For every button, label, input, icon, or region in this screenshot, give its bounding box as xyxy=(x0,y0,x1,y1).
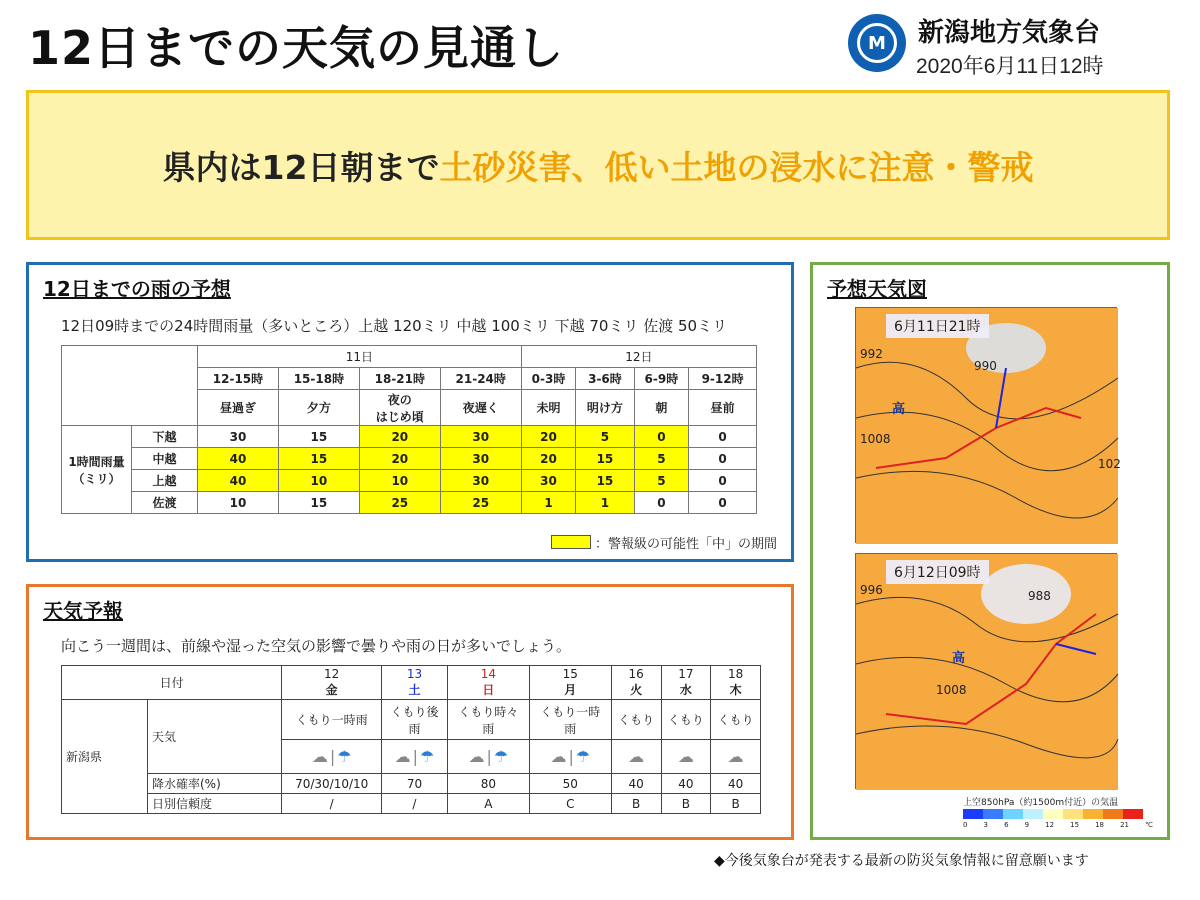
rain-cell: 5 xyxy=(576,426,634,448)
scale-tick: 3 xyxy=(983,821,988,829)
map-panel-title: 予想天気図 xyxy=(827,277,927,301)
rain-period-6: 6-9時 xyxy=(634,368,689,390)
rain-period-name-4: 未明 xyxy=(521,390,576,426)
map1-pressure-0: 992 xyxy=(860,347,883,361)
fc-icon-cell-6 xyxy=(711,740,761,774)
fc-rel-row xyxy=(62,794,761,814)
fc-date-6: 18 木 xyxy=(711,666,761,700)
map1-pressure-3: 102 xyxy=(1098,457,1121,471)
fc-date-1: 13 土 xyxy=(382,666,448,700)
weather-map-panel xyxy=(810,262,1170,840)
rain-day-row xyxy=(62,346,757,368)
map2-pressure-2: 1008 xyxy=(936,683,967,697)
scale-tick: 9 xyxy=(1024,821,1030,829)
fc-icon-cell-3: ☁ | ☂ xyxy=(529,740,611,774)
scale-swatch xyxy=(983,809,1003,819)
issued-time: 2020年6月11日12時 xyxy=(916,55,1104,78)
fc-pop-6: 40 xyxy=(711,774,761,794)
scale-swatch xyxy=(1103,809,1123,819)
rain-period-name-5: 明け方 xyxy=(576,390,634,426)
rain-period-4: 0-3時 xyxy=(521,368,576,390)
rain-cell: 5 xyxy=(634,470,689,492)
rain-cell: 0 xyxy=(689,470,757,492)
fc-icon-cell-1: ☁ | ☂ xyxy=(382,740,448,774)
fc-date-4: 16 火 xyxy=(611,666,661,700)
rain-cell: 30 xyxy=(440,470,521,492)
fc-icon-cell-5 xyxy=(661,740,711,774)
weekly-forecast-panel xyxy=(26,584,794,840)
rain-cell: 15 xyxy=(278,426,359,448)
rain-period-7: 9-12時 xyxy=(689,368,757,390)
fc-date-2: 14 日 xyxy=(447,666,529,700)
rain-period-2: 18-21時 xyxy=(359,368,440,390)
umbrella-icon: ☂ xyxy=(419,747,435,766)
weather-map-1 xyxy=(855,307,1121,543)
map2-pressure-1: 988 xyxy=(1028,589,1051,603)
rain-period-name-1: 夕方 xyxy=(278,390,359,426)
scale-tick: 15 xyxy=(1070,821,1080,829)
rain-cell: 15 xyxy=(576,470,634,492)
fc-pop-5: 40 xyxy=(661,774,711,794)
temperature-scale xyxy=(963,809,1143,819)
fc-weather-text-6: くもり xyxy=(711,700,761,740)
rain-period-name-2: 夜の はじめ頃 xyxy=(359,390,440,426)
office-name: 新潟地方気象台 xyxy=(918,18,1101,48)
cloud-icon: ☁ xyxy=(468,747,485,766)
fc-weather-text-5: くもり xyxy=(661,700,711,740)
rain-cell: 15 xyxy=(278,492,359,514)
fc-pop-label: 降水確率(%) xyxy=(148,774,282,794)
fc-rel-label: 日別信頼度 xyxy=(148,794,282,814)
rain-period-1: 15-18時 xyxy=(278,368,359,390)
scale-tick: 21 xyxy=(1120,821,1129,829)
rain-period-5: 3-6時 xyxy=(576,368,634,390)
scale-swatch xyxy=(1083,809,1103,819)
map1-label: 6月11日21時 xyxy=(886,314,989,338)
rain-corner-cell xyxy=(62,346,198,426)
warning-banner xyxy=(26,90,1170,240)
rain-cell: 0 xyxy=(634,426,689,448)
page-title: 12日までの天気の見通し xyxy=(28,21,565,75)
fc-rel-6: B xyxy=(711,794,761,814)
rain-day-12: 12日 xyxy=(521,346,756,368)
rain-cell: 15 xyxy=(576,448,634,470)
rain-panel-title: 12日までの雨の予想 xyxy=(43,277,231,301)
fc-pop-4: 40 xyxy=(611,774,661,794)
forecast-note: 向こう一週間は、前線や湿った空気の影響で曇りや雨の日が多いでしょう。 xyxy=(61,637,572,655)
fc-icon-cell-0: ☁ | ☂ xyxy=(282,740,382,774)
rain-cell: 15 xyxy=(278,448,359,470)
jma-logo-icon: M xyxy=(848,14,906,72)
cloud-icon: ☁ xyxy=(394,747,411,766)
rain-day-11: 11日 xyxy=(198,346,522,368)
rain-cell: 20 xyxy=(359,448,440,470)
rain-row-2 xyxy=(62,470,757,492)
scale-swatch xyxy=(1043,809,1063,819)
rain-cell: 20 xyxy=(521,426,576,448)
rain-cell: 0 xyxy=(689,448,757,470)
rain-area-0: 下越 xyxy=(132,426,198,448)
umbrella-icon: ☂ xyxy=(493,747,509,766)
forecast-panel-title: 天気予報 xyxy=(43,599,123,623)
scale-tick: 6 xyxy=(1004,821,1009,829)
rain-period-name-3: 夜遅く xyxy=(440,390,521,426)
fc-pop-3: 50 xyxy=(529,774,611,794)
rain-cell: 10 xyxy=(198,492,279,514)
fc-weather-text-0: くもり一時雨 xyxy=(282,700,382,740)
fc-weather-text-1: くもり後 雨 xyxy=(382,700,448,740)
fc-rel-5: B xyxy=(661,794,711,814)
rain-period-name-0: 昼過ぎ xyxy=(198,390,279,426)
cloud-icon: ☁ xyxy=(311,747,328,766)
fc-rel-0: / xyxy=(282,794,382,814)
forecast-table xyxy=(61,665,761,814)
map1-pressure-1: 990 xyxy=(974,359,997,373)
fc-weather-text-4: くもり xyxy=(611,700,661,740)
rain-row-1 xyxy=(62,448,757,470)
rain-cell: 5 xyxy=(634,448,689,470)
rain-cell: 0 xyxy=(634,492,689,514)
scale-title: 上空850hPa（約1500m付近）の気温 xyxy=(963,798,1119,808)
fc-pop-1: 70 xyxy=(382,774,448,794)
rain-row-0 xyxy=(62,426,757,448)
fc-date-3: 15 月 xyxy=(529,666,611,700)
legend-swatch xyxy=(551,535,591,549)
fc-icon-cell-4 xyxy=(611,740,661,774)
rain-period-name-7: 昼前 xyxy=(689,390,757,426)
fc-weather-text-3: くもり一時 雨 xyxy=(529,700,611,740)
rain-cell: 10 xyxy=(359,470,440,492)
rain-cell: 0 xyxy=(689,492,757,514)
rain-table xyxy=(61,345,757,514)
fc-rel-1: / xyxy=(382,794,448,814)
scale-tick: 18 xyxy=(1095,821,1105,829)
fc-pop-2: 80 xyxy=(447,774,529,794)
fc-rel-3: C xyxy=(529,794,611,814)
fc-date-5: 17 水 xyxy=(661,666,711,700)
scale-tick: 0 xyxy=(963,821,968,829)
scale-tick: 12 xyxy=(1045,821,1055,829)
weather-map-2 xyxy=(855,553,1117,789)
rain-cell: 30 xyxy=(440,426,521,448)
map2-high-mark: 高 xyxy=(952,651,966,666)
fc-region: 新潟県 xyxy=(62,700,148,814)
rain-cell: 10 xyxy=(278,470,359,492)
rain-cell: 30 xyxy=(198,426,279,448)
cloud-icon: ☁ xyxy=(628,747,645,766)
rain-area-3: 佐渡 xyxy=(132,492,198,514)
map1-high-mark: 高 xyxy=(892,402,906,417)
fc-date-0: 12 金 xyxy=(282,666,382,700)
rain-cell: 20 xyxy=(359,426,440,448)
rain-period-0: 12-15時 xyxy=(198,368,279,390)
rain-period-name-6: 朝 xyxy=(634,390,689,426)
rain-cell: 30 xyxy=(521,470,576,492)
rain-area-2: 上越 xyxy=(132,470,198,492)
rain-row-header: 1時間雨量 （ミリ） xyxy=(62,426,132,514)
map2-label: 6月12日09時 xyxy=(886,560,989,584)
rain-cell: 25 xyxy=(440,492,521,514)
cloud-icon: ☁ xyxy=(727,747,744,766)
rain-period-3: 21-24時 xyxy=(440,368,521,390)
fc-weather-label: 天気 xyxy=(148,700,282,774)
fc-weather-text-2: くもり時々 雨 xyxy=(447,700,529,740)
cloud-icon: ☁ xyxy=(677,747,694,766)
scale-tick: ℃ xyxy=(1145,821,1153,829)
umbrella-icon: ☂ xyxy=(575,747,591,766)
temperature-scale-ticks xyxy=(963,821,1153,829)
rain-cell: 40 xyxy=(198,470,279,492)
banner-prefix: 県内は12日朝まで xyxy=(162,147,440,187)
scale-swatch xyxy=(963,809,983,819)
footer-note: ◆今後気象台が発表する最新の防災気象情報に留意願います xyxy=(714,853,1089,869)
scale-swatch xyxy=(1003,809,1023,819)
fc-pop-row xyxy=(62,774,761,794)
scale-swatch xyxy=(1063,809,1083,819)
rain-cell: 30 xyxy=(440,448,521,470)
fc-rel-4: B xyxy=(611,794,661,814)
fc-pop-0: 70/30/10/10 xyxy=(282,774,382,794)
rain-cell: 20 xyxy=(521,448,576,470)
fc-weather-text-row xyxy=(62,700,761,740)
umbrella-icon: ☂ xyxy=(337,747,352,766)
rain-cell: 25 xyxy=(359,492,440,514)
map2-pressure-0: 996 xyxy=(860,583,883,597)
fc-icon-cell-2: ☁ | ☂ xyxy=(447,740,529,774)
fc-date-header: 日付 xyxy=(62,666,282,700)
rain-forecast-panel xyxy=(26,262,794,562)
banner-highlight: 土砂災害、低い土地の浸水に注意・警戒 xyxy=(439,147,1034,187)
legend-text: ：警報級の可能性「中」の期間 xyxy=(595,537,778,552)
scale-swatch xyxy=(1123,809,1143,819)
fc-rel-2: A xyxy=(447,794,529,814)
cloud-icon: ☁ xyxy=(550,747,567,766)
map1-pressure-2: 1008 xyxy=(860,432,891,446)
rain-area-1: 中越 xyxy=(132,448,198,470)
rain-cell: 0 xyxy=(689,426,757,448)
rain-cell: 40 xyxy=(198,448,279,470)
rain-row-3 xyxy=(62,492,757,514)
scale-swatch xyxy=(1023,809,1043,819)
fc-date-row xyxy=(62,666,761,700)
rain-cell: 1 xyxy=(576,492,634,514)
rain-cell: 1 xyxy=(521,492,576,514)
rain-total-note: 12日09時までの24時間雨量（多いところ）上越 120ミリ 中越 100ミリ 下越 70ミリ 佐渡 50ミリ xyxy=(61,317,728,335)
